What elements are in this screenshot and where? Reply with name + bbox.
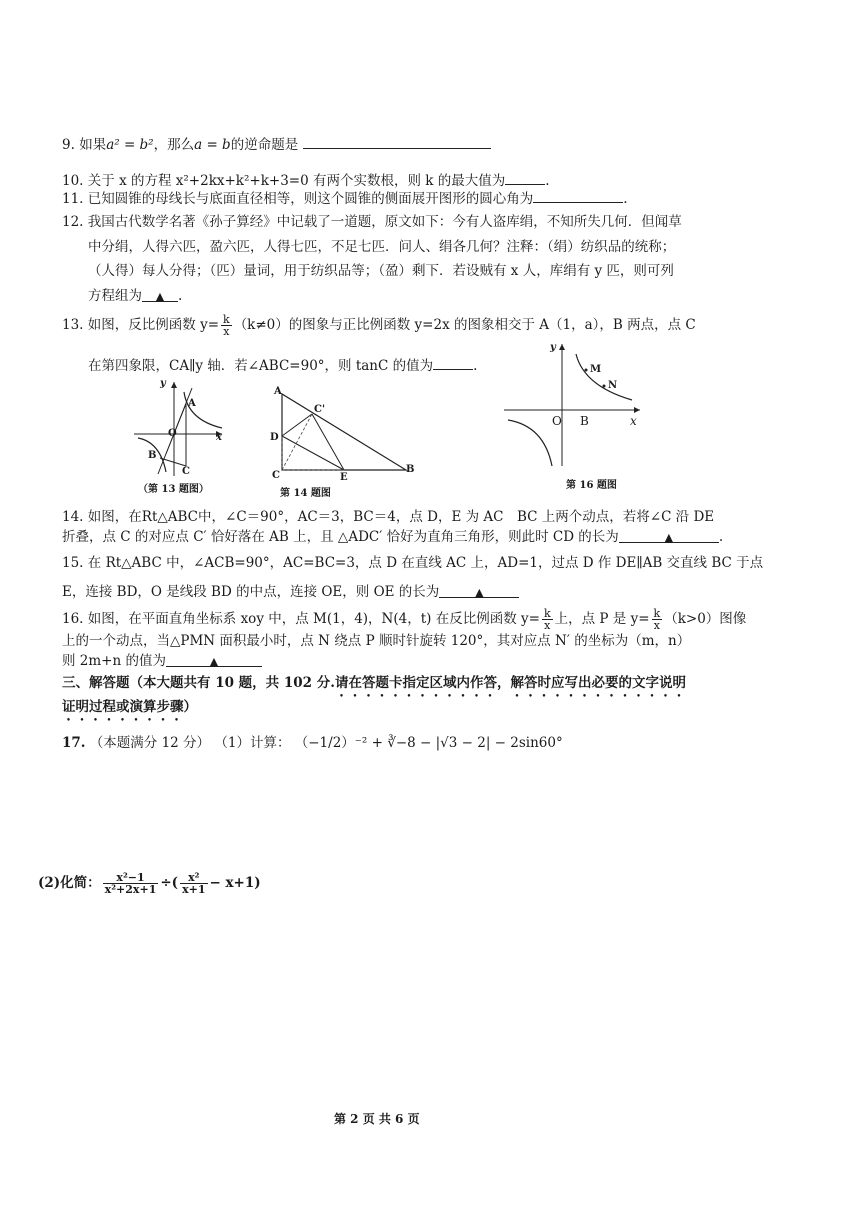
question-text: 折叠，点 C 的对应点 C′ 恰好落在 AB 上，且 △ADC′ 恰好为直角三角形，则此时 CD 的长为 <box>62 529 619 545</box>
question-12-line-4 <box>88 287 182 305</box>
question-score: （本题满分 12 分） <box>89 735 211 751</box>
question-text: 如图，在平面直角坐标系 xoy 中，点 M(1，4)，N(4，t) 在反比例函数 y= <box>87 611 540 627</box>
question-12-line-3: （人得）每人分得；（匹）量词，用于纺织品等；（盈）剩下．若设贼有 x 人，库绢有 y 匹，则可列 <box>88 263 674 279</box>
math-expression: a² = b² <box>106 137 154 153</box>
answer-blank[interactable] <box>303 134 491 149</box>
question-text: ，那么 <box>153 137 195 153</box>
figure-14-label-d: D <box>270 432 279 443</box>
figure-13-label-y: y <box>160 378 166 389</box>
figure-13-caption: （第 13 题图） <box>138 484 209 495</box>
answer-blank[interactable] <box>142 287 178 302</box>
figure-14-label-a: A <box>274 386 282 397</box>
fraction: $\frac{\text{x²−1}}{\text{x²+2x+1}}$ <box>104 871 157 896</box>
question-tail: . <box>718 529 724 545</box>
question-tail: . <box>178 288 183 304</box>
section-description: （本大题共有 10 题，共 102 分. <box>129 675 335 691</box>
fraction: $\frac{k}{x}$ <box>653 607 661 632</box>
figure-13 <box>130 378 230 478</box>
question-number: 9. <box>62 137 75 153</box>
math-expression: （−1/2）⁻² + ∛−8 − |√3 − 2| − 2sin60° <box>294 735 563 751</box>
question-text: 如图，在Rt△ABC中，∠C＝90°，AC＝3，BC＝4，点 D，E 为 AC BC 上两个动点，若将∠C 沿 DE <box>87 509 715 525</box>
question-14-line-2 <box>62 528 723 546</box>
question-12-line-2: 中分绢，人得六匹，盈六匹，人得七匹，不足七匹．问人、绢各几何？注释：（绢）纺织品的统称； <box>88 239 676 255</box>
figure-13-label-o: O <box>168 428 177 439</box>
question-text: 在 Rt△ABC 中，∠ACB=90°，AC=BC=3，点 D 在直线 AC 上，AD=1，过点 D 作 DE∥AB 交直线 BC 于点 <box>87 555 764 571</box>
question-17-part-2 <box>38 872 261 895</box>
figure-14-label-c: C <box>272 470 280 481</box>
question-tail: . <box>623 191 628 207</box>
question-9 <box>62 134 491 154</box>
answer-blank[interactable] <box>439 583 519 598</box>
question-17-part-1 <box>62 734 563 752</box>
question-13-line-1 <box>62 314 696 337</box>
question-number: 16. <box>62 611 84 627</box>
question-12-line-1 <box>62 213 682 231</box>
fraction: $\frac{k}{x}$ <box>543 607 551 632</box>
answer-mark: ▲ <box>155 290 165 303</box>
answer-mark: ▲ <box>209 655 219 668</box>
answer-blank[interactable] <box>619 528 719 543</box>
question-text: 在第四象限，CA∥y 轴．若∠ABC=90°，则 tanC 的值为 <box>88 358 434 374</box>
fraction: $\frac{k}{x}$ <box>223 313 230 338</box>
question-15-line-2 <box>62 583 519 601</box>
question-11 <box>62 188 628 208</box>
figure-14 <box>266 386 416 478</box>
section-description: 请在答题卡指定区域内作答，解答时应写出必要的文字说明 <box>334 675 686 691</box>
section-title: 三、解答题 <box>62 675 130 691</box>
question-number: 17. <box>62 735 86 751</box>
figure-16-label-o: O <box>552 414 562 428</box>
question-number: 10. <box>62 173 84 189</box>
question-tail: . <box>473 358 478 374</box>
figure-13-label-c: C <box>182 466 190 477</box>
answer-blank[interactable] <box>166 652 262 667</box>
figure-16-label-n: N <box>608 380 618 391</box>
figure-13-label-x: x <box>216 432 222 443</box>
figure-16-label-b: B <box>580 414 589 428</box>
question-16-line-2: 上的一个动点，当△PMN 面积最小时，点 N 绕点 P 顺时针旋转 120°，其对应点 N′ 的坐标为（m，n） <box>62 633 691 649</box>
question-16-line-1 <box>62 608 746 631</box>
math-operator: ÷( <box>160 875 179 891</box>
question-text: 上，点 P 是 y= <box>554 611 650 627</box>
page-footer: 第 2 页 共 6 页 <box>334 1112 420 1126</box>
figure-14-label-e: E <box>340 472 348 483</box>
question-text: 则 2m+n 的值为 <box>62 653 166 669</box>
math-expression: − x+1) <box>209 875 261 891</box>
question-text: 我国古代数学名著《孙子算经》中记载了一道题，原文如下：今有人盗库绢，不知所失几何．但闻草 <box>87 214 682 230</box>
question-number: 14. <box>62 509 84 525</box>
figure-16-label-x: x <box>630 414 637 428</box>
answer-blank[interactable] <box>533 188 623 203</box>
question-part-label: (2)化简： <box>38 875 101 891</box>
answer-blank[interactable] <box>505 170 545 185</box>
question-text: 已知圆锥的母线长与底面直径相等，则这个圆锥的侧面展开图形的圆心角为 <box>87 191 534 207</box>
math-expression: a = b <box>194 137 231 153</box>
question-number: 12. <box>62 214 84 230</box>
figure-16-caption: 第 16 题图 <box>566 480 617 491</box>
question-10 <box>62 170 550 190</box>
section-3-header <box>62 674 686 700</box>
fraction: $\frac{\text{x²}}{x+1}$ <box>182 871 206 896</box>
answer-mark: ▲ <box>664 531 674 544</box>
figure-14-caption: 第 14 题图 <box>280 488 331 499</box>
figure-16-label-y: y <box>550 342 556 353</box>
figure-14-label-b: B <box>406 464 415 475</box>
question-part-label: （1）计算： <box>214 735 291 751</box>
question-text: 的逆命题是 <box>230 137 299 153</box>
question-text: E，连接 BD，O 是线段 BD 的中点，连接 OE，则 OE 的长为 <box>62 584 440 600</box>
question-text: 如图，反比例函数 y= <box>87 317 220 333</box>
question-14-line-1 <box>62 508 714 526</box>
question-text: （k≠0）的图象与正比例函数 y=2x 的图象相交于 A（1，a），B 两点，点 C <box>233 317 696 333</box>
figure-14-label-c1: C' <box>314 404 326 415</box>
question-number: 11. <box>62 191 84 207</box>
answer-blank[interactable] <box>433 355 473 370</box>
question-number: 15. <box>62 555 84 571</box>
question-text: 关于 x 的方程 x²+2kx+k²+k+3=0 有两个实数根，则 k 的最大值为 <box>87 173 506 189</box>
question-tail: . <box>545 173 550 189</box>
question-16-line-3 <box>62 652 262 670</box>
question-number: 13. <box>62 317 84 333</box>
question-text: 方程组为 <box>88 288 142 304</box>
question-15-line-1 <box>62 554 763 572</box>
question-text: （k>0）图像 <box>664 611 747 627</box>
answer-mark: ▲ <box>475 586 484 599</box>
figure-16-label-m: M <box>590 364 602 375</box>
figure-13-label-a: A <box>188 398 196 409</box>
question-text: 如果 <box>79 137 107 153</box>
figure-16 <box>500 340 650 470</box>
question-13-line-2 <box>88 355 477 375</box>
section-3-description-line-2: 证明过程或演算步骤） <box>62 699 197 715</box>
figure-13-label-b: B <box>148 450 157 461</box>
